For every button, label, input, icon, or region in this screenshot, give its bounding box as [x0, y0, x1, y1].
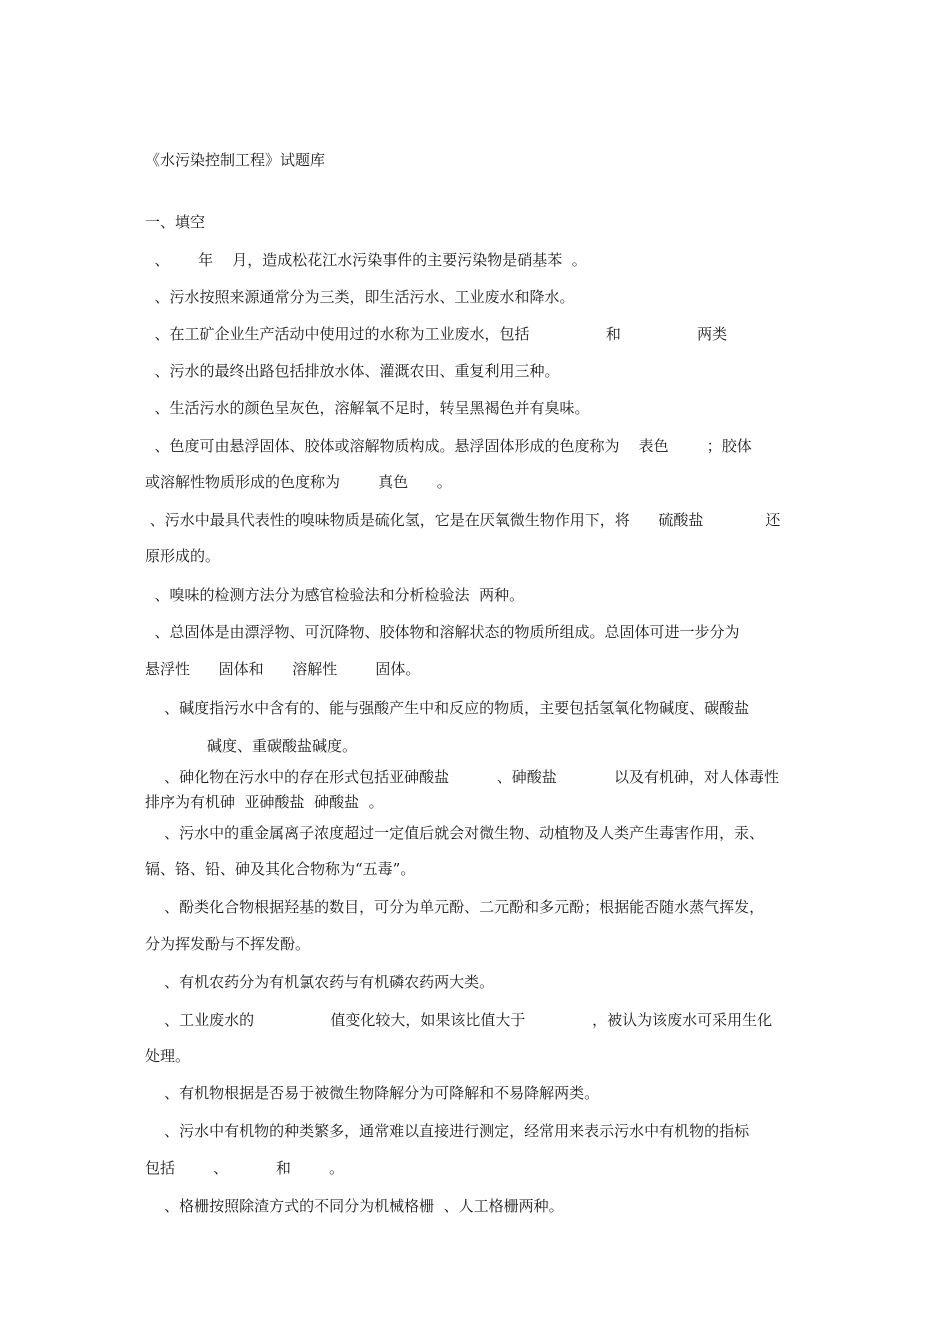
question-line: 、有机物根据是否易于被微生物降解分为可降解和不易降解两类。 [145, 1084, 600, 1102]
question-line: 、砷化物在污水中的存在形式包括亚砷酸盐 、砷酸盐 以及有机砷，对人体毒性 [145, 768, 779, 786]
question-line-continued: 处理。 [145, 1047, 191, 1065]
question-line-continued: 分为挥发酚与不挥发酚。 [145, 935, 311, 953]
question-line: 、污水中最具代表性的嗅味物质是硫化氢，它是在厌氧微生物作用下，将 硫酸盐 还 [145, 511, 781, 529]
question-line: 、有机农药分为有机氯农药与有机磷农药两大类。 [145, 973, 495, 991]
question-line: 、碱度指污水中含有的、能与强酸产生中和反应的物质，主要包括氢氧化物碱度、碳酸盐 [145, 699, 750, 717]
question-line: 、色度可由悬浮固体、胶体或溶解物质构成。悬浮固体形成的色度称为 表色 ；胶体 [145, 437, 752, 455]
question-line-continued: 包括 、 和 。 [145, 1159, 344, 1177]
question-line: 、酚类化合物根据羟基的数目，可分为单元酚、二元酚和多元酚；根据能否随水蒸气挥发， [145, 898, 765, 916]
question-line-continued: 或溶解性物质形成的色度称为 真色 。 [145, 473, 452, 491]
question-line: 、嗅味的检测方法分为感官检验法和分析检验法 两种。 [145, 586, 525, 604]
question-line: 、在工矿企业生产活动中使用过的水称为工业废水，包括 和 两类 [145, 325, 728, 343]
question-line-continued: 镉、铬、铅、砷及其化合物称为“五毒”。 [145, 860, 416, 878]
question-line: 、总固体是由漂浮物、可沉降物、胶体物和溶解状态的物质所组成。总固体可进一步分为 [145, 623, 740, 641]
question-line-continued: 悬浮性 固体和 溶解性 固体。 [145, 660, 421, 678]
question-line-continued: 排序为有机砷 亚砷酸盐 砷酸盐 。 [145, 793, 384, 811]
document-title: 《水污染控制工程》试题库 [145, 151, 326, 169]
question-line-continued: 碱度、重碳酸盐碱度。 [145, 737, 357, 755]
question-line: 、污水按照来源通常分为三类，即生活污水、工业废水和降水。 [145, 288, 575, 306]
question-line: 、工业废水的 值变化较大，如果该比值大于 ，被认为该废水可采用生化 [145, 1011, 773, 1029]
question-line: 、格栅按照除渣方式的不同分为机械格栅 、人工格栅两种。 [145, 1197, 564, 1215]
question-line: 、污水中有机物的种类繁多，通常难以直接进行测定，经常用来表示污水中有机物的指标 [145, 1122, 750, 1140]
question-line: 、生活污水的颜色呈灰色，溶解氧不足时，转呈黑褐色并有臭味。 [145, 399, 590, 417]
question-line: 、污水中的重金属离子浓度超过一定值后就会对微生物、动植物及人类产生毒害作用，汞、 [145, 824, 765, 842]
question-line-continued: 原形成的。 [145, 547, 221, 565]
question-line: 、污水的最终出路包括排放水体、灌溉农田、重复利用三种。 [145, 362, 560, 380]
section-heading: 一、填空 [145, 213, 206, 231]
question-line: 、 年 月，造成松花江水污染事件的主要污染物是硝基苯 。 [145, 251, 587, 269]
